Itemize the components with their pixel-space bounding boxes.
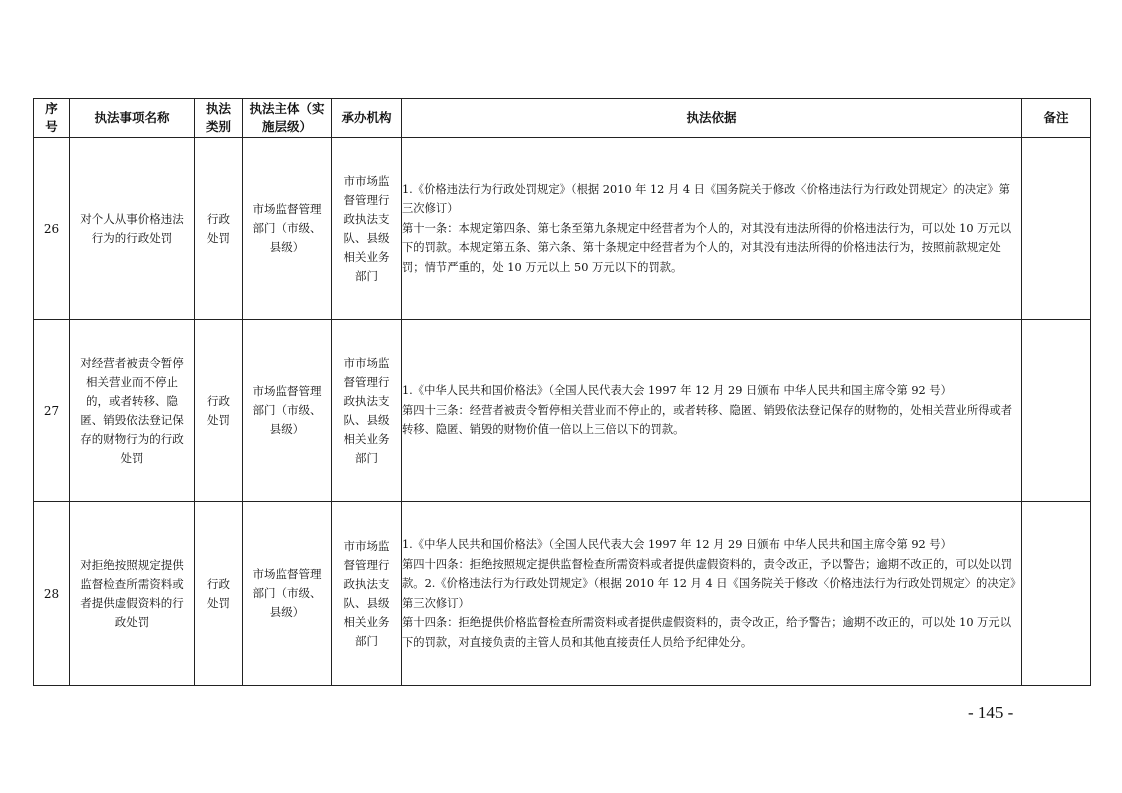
row-subject: 市场监督管理部门（市级、县级） [243, 320, 332, 502]
row-item-name: 对拒绝按照规定提供监督检查所需资料或者提供虚假资料的行政处罚 [70, 502, 195, 686]
header-item-name: 执法事项名称 [70, 99, 195, 138]
header-agency: 承办机构 [332, 99, 402, 138]
basis-paragraph: 1.《价格违法行为行政处罚规定》（根据 2010 年 12 月 4 日《国务院关于修改〈价格违法行为行政处罚规定〉的决定》第三次修订） [402, 182, 1010, 216]
row-item-name: 对经营者被责令暂停相关营业而不停止的，或者转移、隐匿、销毁依法登记保存的财物行为的行政处罚 [70, 320, 195, 502]
row-category: 行政处罚 [195, 138, 243, 320]
row-remark [1022, 320, 1091, 502]
row-remark [1022, 138, 1091, 320]
header-row [34, 99, 1091, 138]
row-subject: 市场监督管理部门（市级、县级） [243, 138, 332, 320]
basis-paragraph: 第十一条：本规定第四条、第七条至第九条规定中经营者为个人的，对其没有违法所得的价格违法行为，可以处 10 万元以下的罚款。本规定第五条、第六条、第十条规定中经营者为个人的，对其没有违法所得的价格违法行为，按照前款规定处罚；情节严重的，处 10 万元以上 50 万元以下的罚款。 [402, 221, 1011, 274]
table-row [34, 320, 1091, 502]
page-number: - 145 - [968, 703, 1014, 722]
enforcement-table [33, 98, 1091, 686]
row-item-name: 对个人从事价格违法行为的行政处罚 [70, 138, 195, 320]
row-subject: 市场监督管理部门（市级、县级） [243, 502, 332, 686]
basis-paragraph: 1.《中华人民共和国价格法》（全国人民代表大会 1997 年 12 月 29 日颁布 中华人民共和国主席令第 92 号） [402, 538, 952, 551]
row-seq: 26 [34, 138, 70, 320]
header-remark: 备注 [1022, 99, 1091, 138]
row-agency: 市市场监督管理行政执法支队、县级相关业务部门 [332, 320, 402, 502]
row-category: 行政处罚 [195, 320, 243, 502]
table-row [34, 138, 1091, 320]
row-agency: 市市场监督管理行政执法支队、县级相关业务部门 [332, 138, 402, 320]
row-agency: 市市场监督管理行政执法支队、县级相关业务部门 [332, 502, 402, 686]
table-row [34, 502, 1091, 686]
row-category: 行政处罚 [195, 502, 243, 686]
row-seq: 27 [34, 320, 70, 502]
header-category: 执法类别 [195, 99, 243, 138]
row-basis [402, 138, 1022, 320]
basis-paragraph: 第四十四条：拒绝按照规定提供监督检查所需资料或者提供虚假资料的，责令改正，予以警告；逾期不改正的，可以处以罚款。2.《价格违法行为行政处罚规定》（根据 2010 年 12 月 4 日《国务院关于修改〈价格违法行为行政处罚规定〉的决定》第三次修订） [402, 557, 1016, 610]
row-remark [1022, 502, 1091, 686]
basis-paragraph: 第四十三条：经营者被责令暂停相关营业而不停止的，或者转移、隐匿、销毁依法登记保存的财物的，处相关营业所得或者转移、隐匿、销毁的财物价值一倍以上三倍以下的罚款。 [402, 403, 1013, 437]
basis-paragraph: 1.《中华人民共和国价格法》（全国人民代表大会 1997 年 12 月 29 日颁布 中华人民共和国主席令第 92 号） [402, 384, 952, 398]
row-basis [402, 502, 1022, 686]
basis-paragraph: 第十四条：拒绝提供价格监督检查所需资料或者提供虚假资料的，责令改正，给予警告；逾期不改正的，可以处 10 万元以下的罚款，对直接负责的主管人员和其他直接责任人员给予纪律处分。 [402, 616, 1011, 649]
header-basis: 执法依据 [402, 99, 1022, 138]
row-basis [402, 320, 1022, 502]
row-seq: 28 [34, 502, 70, 686]
header-seq: 序号 [34, 99, 70, 138]
header-subject: 执法主体（实施层级） [243, 99, 332, 138]
